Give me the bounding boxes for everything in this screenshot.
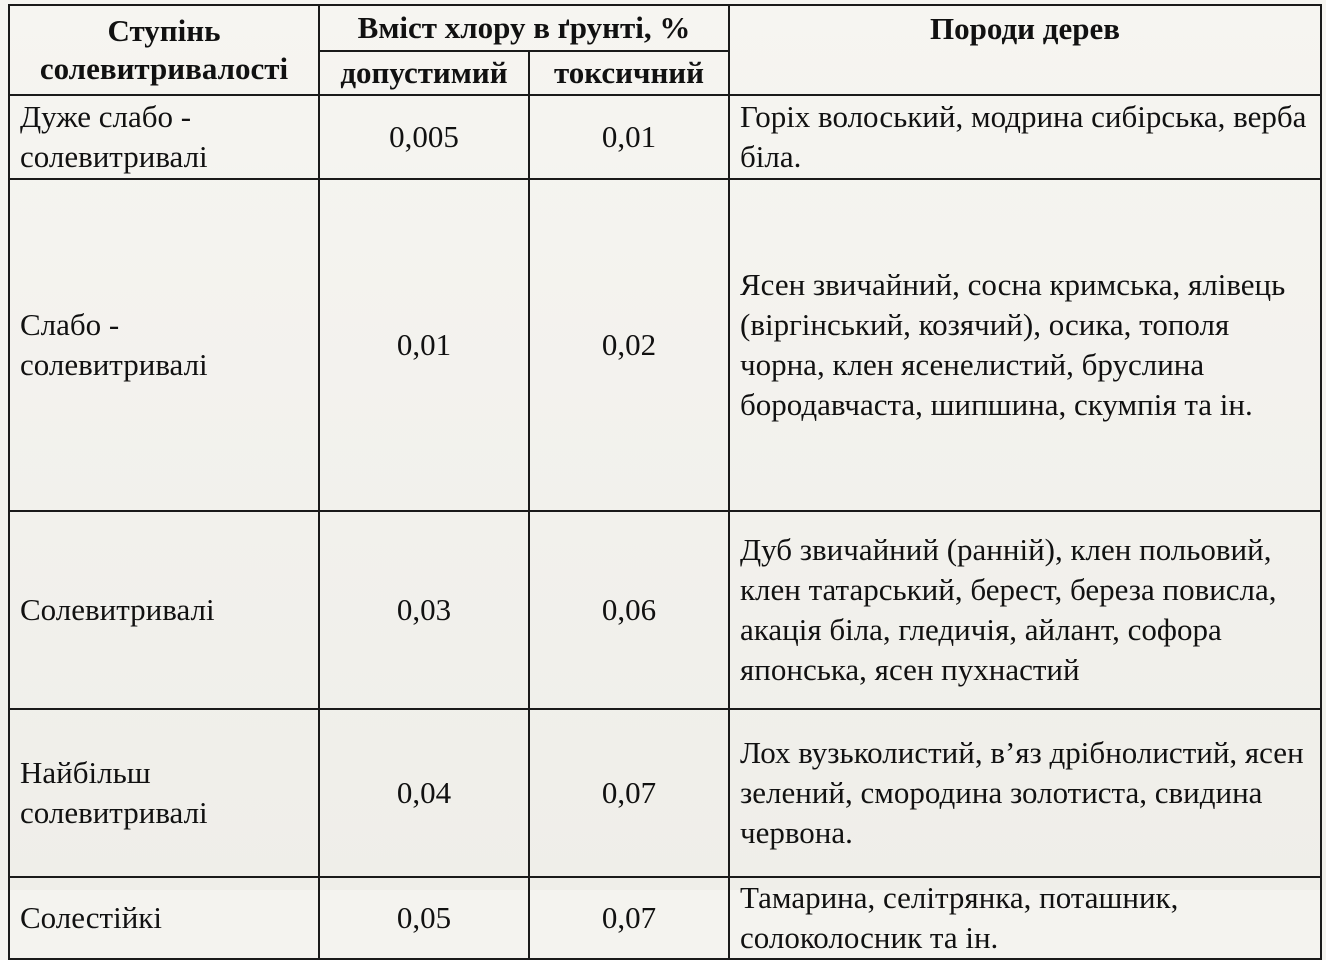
- species-cell: Дуб звичайний (ранній), клен польовий, клен татарський, берест, береза повисла, акація біла, гледичія, айлант, софора японська, ясен пухнастий: [729, 511, 1321, 709]
- species-cell: Лох вузьколистий, в’яз дрібнолистий, ясен зелений, смородина золотиста, свидина червона.: [729, 709, 1321, 877]
- grade-cell: Найбільш солевитривалі: [9, 709, 319, 877]
- table-row: [9, 95, 1321, 179]
- grade-cell: Дуже слабо - солевитривалі: [9, 95, 319, 179]
- toxic-cell: 0,07: [529, 877, 729, 959]
- grade-cell: Солевитривалі: [9, 511, 319, 709]
- permissible-cell: 0,05: [319, 877, 529, 959]
- permissible-cell: 0,04: [319, 709, 529, 877]
- table-row: [9, 179, 1321, 511]
- species-cell: Горіх волоський, модрина сибірська, верба біла.: [729, 95, 1321, 179]
- grade-cell: Солестійкі: [9, 877, 319, 959]
- header-permissible: допустимий: [319, 51, 529, 95]
- header-toxic: токсичний: [529, 51, 729, 95]
- table-row: [9, 511, 1321, 709]
- header-grade: Ступінь солевитривалості: [9, 5, 319, 95]
- salt-tolerance-table: [8, 4, 1322, 960]
- grade-cell: Слабо - солевитривалі: [9, 179, 319, 511]
- toxic-cell: 0,02: [529, 179, 729, 511]
- header-row: [9, 5, 1321, 51]
- table-row: [9, 877, 1321, 959]
- species-cell: Тамарина, селітрянка, поташник, солоколосник та ін.: [729, 877, 1321, 959]
- permissible-cell: 0,005: [319, 95, 529, 179]
- permissible-cell: 0,03: [319, 511, 529, 709]
- toxic-cell: 0,01: [529, 95, 729, 179]
- toxic-cell: 0,07: [529, 709, 729, 877]
- header-chlorine: Вміст хлору в ґрунті, %: [319, 5, 729, 51]
- toxic-cell: 0,06: [529, 511, 729, 709]
- permissible-cell: 0,01: [319, 179, 529, 511]
- header-species: Породи дерев: [729, 5, 1321, 95]
- table-row: [9, 709, 1321, 877]
- species-cell: Ясен звичайний, сосна кримська, ялівець (віргінський, козячий), осика, тополя чорна, клен ясенелистий, бруслина бородавчаста, шипшина, скумпія та ін.: [729, 179, 1321, 511]
